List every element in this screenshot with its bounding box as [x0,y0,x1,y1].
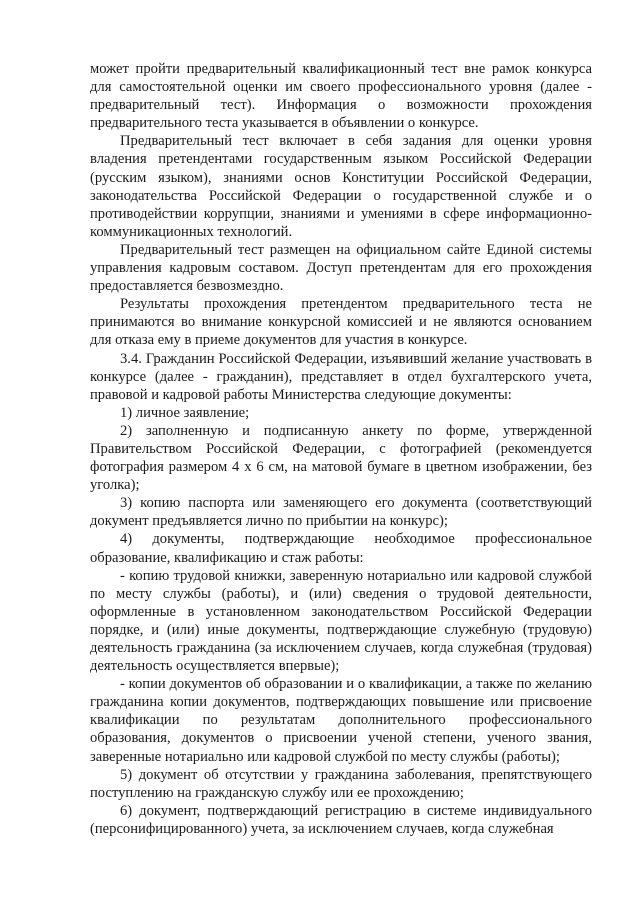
list-item-2: 2) заполненную и подписанную анкету по форме, утвержденной Правительством Российской Федерации, с фотографией (рекомендуется фотография размером 4 х 6 см, на матовой бумаге в цветном изображении, без уголка); [90,422,592,494]
list-subitem-work-book: - копию трудовой книжки, заверенную нотариально или кадровой службой по месту службы (работы), и (или) сведения о трудовой деятельности, оформленные в установленном законодательством Российской Федерации порядке, и (или) иные документы, подтверждающие служебную (трудовую) деятельность гражданина (за исключением случаев, когда служебная (трудовая) деятельность осуществляется впервые); [90,567,592,675]
paragraph-test-results: Результаты прохождения претендентом предварительного теста не принимаются во внимание конкурсной комиссией и не являются основанием для отказа ему в приеме документов для участия в конкурсе. [90,296,592,349]
list-item-1: 1) личное заявление; [120,404,250,421]
document-page [90,60,592,838]
paragraph-section-3-4: 3.4. Гражданин Российской Федерации, изъявивший желание участвовать в конкурсе (далее - гражданин), представляет в отдел бухгалтерского учета, правовой и кадровой работы Министерства следующие документы: [90,350,592,403]
list-item-5: 5) документ об отсутствии у гражданина заболевания, препятствующего поступлению на гражданскую службу или ее прохождению; [90,766,592,801]
paragraph-test-content: Предварительный тест включает в себя задания для оценки уровня владения претендентами государственным языком Российской Федерации (русским языком), знаниями основ Конституции Российской Федерации, законодательства Российской Федерации о государственной службе и о противодействии коррупции, знаниями и умениями в сфере информационно-коммуникационных технологий. [90,133,592,240]
list-item-4: 4) документы, подтверждающие необходимое профессиональное образование, квалификацию и стаж работы: [90,531,592,566]
list-subitem-education: - копии документов об образовании и о квалификации, а также по желанию гражданина копии документов, подтверждающих повышение или присвоение квалификации по результатам дополнительного профессионального образования, документов о присвоении ученой степени, ученого звания, заверенные нотариально или кадровой службой по месту службы (работы); [90,676,592,765]
list-item-6: 6) документ, подтверждающий регистрацию в системе индивидуального (персонифицированного) учета, за исключением случаев, когда служебная [90,802,592,837]
paragraph-test-intro: может пройти предварительный квалификационный тест вне рамок конкурса для самостоятельной оценки им своего профессионального уровня (далее - предварительный тест). Информация о возможности прохождения предварительного теста указывается в объявлении о конкурсе. [90,61,592,132]
paragraph-test-access: Предварительный тест размещен на официальном сайте Единой системы управления кадровым составом. Доступ претендентам для его прохождения предоставляется безвозмездно. [90,241,592,295]
list-item-3: 3) копию паспорта или заменяющего его документа (соответствующий документ предъявляется лично по прибытии на конкурс); [90,495,592,530]
